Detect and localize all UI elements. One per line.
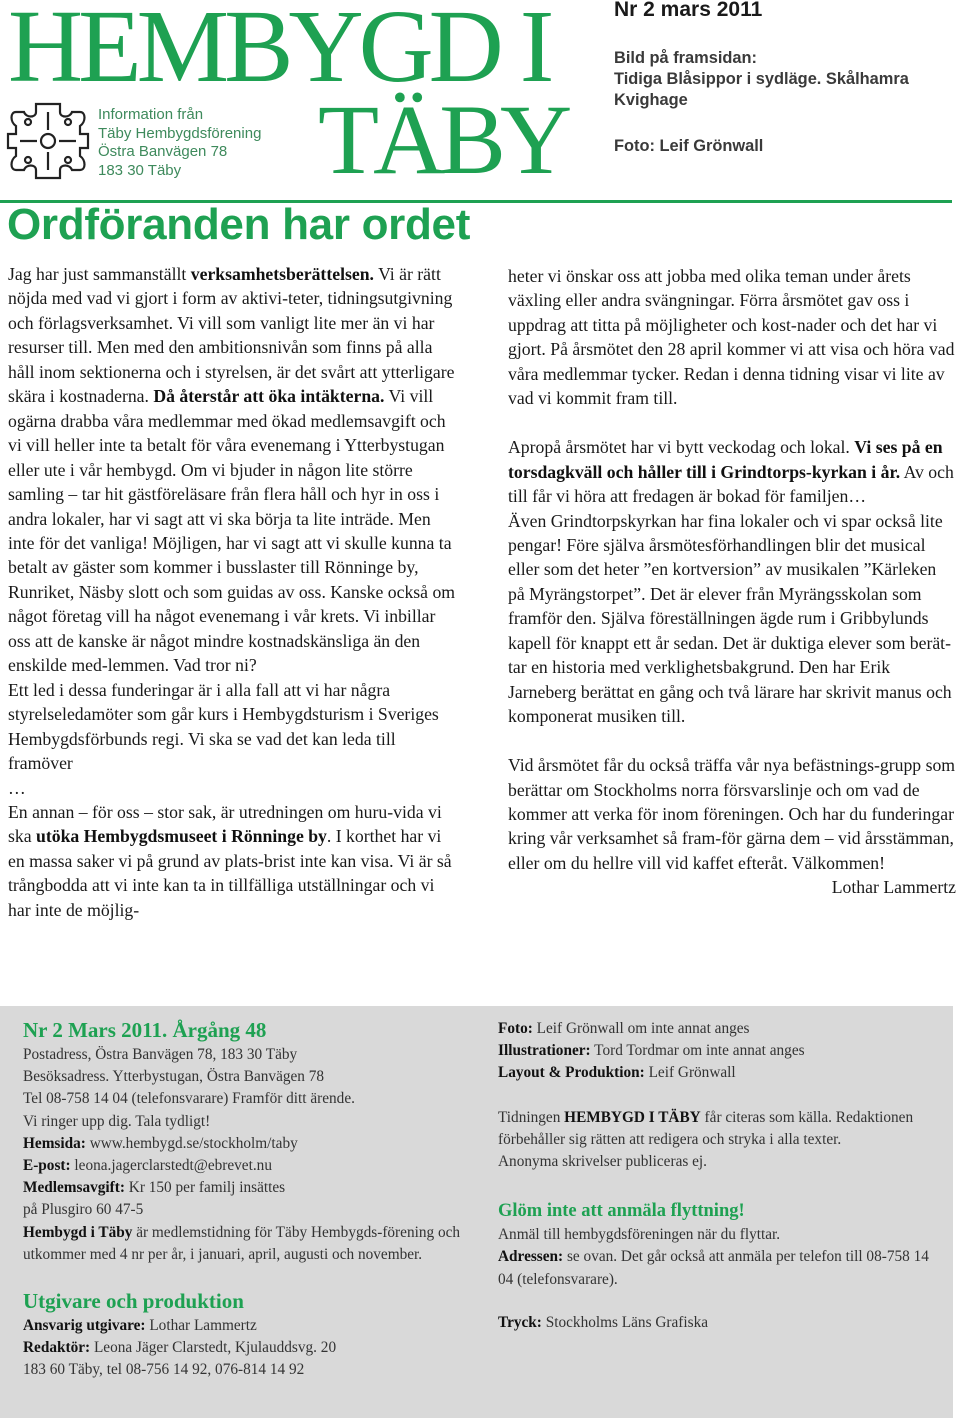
colophon-details — [23, 1044, 473, 1266]
info-line: Täby Hembygdsförening — [98, 124, 262, 142]
cover-caption — [614, 48, 954, 111]
emphasis: Adressen: — [498, 1248, 564, 1266]
emphasis: Vi ses på en torsdagkväll och håller till i Grindtorps-kyrkan i år. — [508, 437, 943, 482]
emphasis: Hemsida: — [23, 1134, 86, 1152]
notice-line: Tidningen HEMBYGD I TÄBY får citeras som källa. Redaktionen förbehåller sig rätten att redigera och stryka i alla texter. — [498, 1108, 914, 1148]
masthead-title-line1: HEMBYGD I — [8, 0, 550, 104]
article-paragraph: Ett led i dessa funderingar är i alla fall att vi har några styrelseledamöter som går kurs i Hembygdsturism i Sveriges Hembygdsförbunds regi. Vi ska se vad det kan leda till framöver — [8, 679, 439, 774]
colophon-line: E-post: leona.jagerclarstedt@ebrevet.nu — [23, 1157, 272, 1175]
colophon-right — [498, 1018, 938, 1334]
article-paragraph: Vid årsmötet får du också träffa vår nya befästnings-grupp som berättar om Stockholms norra försvarslinje och om vad de kommer att verka för inom föreningen. Och har du funderingar kring vår verksamhet så fram-för gärna dem – vid årsstämman, eller om du hellre vill vid kaffet efteråt. Välkommen! — [508, 755, 956, 873]
article-paragraph — [508, 729, 956, 753]
print-line: Tryck: Stockholms Läns Grafiska — [498, 1313, 709, 1331]
move-reminder-title: Glöm inte att anmäla flyttning! — [498, 1201, 745, 1222]
article-paragraph: heter vi önskar oss att jobba med olika teman under årets växling eller andra svängningar. Förra årsmötet gav oss i uppdrag att titta på möjligheter och kost-nader och det har vi gjort. På årsmötet den 28 april kommer vi att visa och höra vad våra medlemmar tycker. Redan i denna tidning visar vi lite av vad vi kommit fram till. — [508, 266, 955, 409]
colophon-line: Medlemsavgift: Kr 150 per familj insättes — [23, 1179, 286, 1197]
move-reminder-text — [498, 1224, 938, 1291]
article-paragraph: Apropå årsmötet har vi bytt veckodag och lokal. Vi ses på en torsdagkväll och håller till i Grindtorps-kyrkan i år. Av och till får vi höra att fredagen är bokad för familjen… — [508, 437, 954, 507]
colophon-line: 183 60 Täby, tel 08-756 14 92, 076-814 14 92 — [23, 1361, 305, 1379]
article-paragraph: En annan – för oss – stor sak, är utredningen om huru-vida vi ska utöka Hembygdsmuseet i Rönninge by. I korthet har vi en massa saker vi på grund av plats-brist inte kan visa. Vi är så trångbodda att vi inte kan ta in tillfälliga utställningar och vi har inte de möjlig- — [8, 801, 452, 920]
colophon-line: Vi ringer upp dig. Tala tydligt! — [23, 1112, 211, 1130]
colophon-line: Besöksadress. Ytterbystugan, Östra Banvägen 78 — [23, 1068, 325, 1086]
colophon-line: Ansvarig utgivare: Lothar Lammertz — [23, 1317, 257, 1335]
issue-number: Nr 2 mars 2011 — [614, 0, 763, 21]
emphasis: Då återstår att öka intäkterna. — [153, 386, 385, 407]
colophon-line: på Plusgiro 60 47-5 — [23, 1201, 144, 1219]
emphasis: verksamhetsberättelsen. — [190, 264, 374, 284]
move-line: Anmäl till hembygdsföreningen när du flyttar. — [498, 1226, 781, 1244]
colophon-left — [23, 1016, 473, 1382]
emphasis: Illustrationer: — [498, 1042, 591, 1060]
colophon-line: Hemsida: www.hembygd.se/stockholm/taby — [23, 1134, 298, 1152]
publisher-info — [98, 106, 261, 180]
article-paragraph: Jag har just sammanställt verksamhetsberättelsen. Vi är rätt nöjda med vad vi gjort i form av aktivi-teter, tidningsutgivning och förlagsverksamhet. Vi vill som vanligt lite mer än vi har resurser till. Men med den ambitionsnivån som finns på alla håll inom sektionerna och i styrelsen, är det svårt att ytterligare skära i kostnaderna. Då återstår att öka intäkterna. Vi vill ogärna drabba våra medlemmar med ökad medlemsavgift och vi vill heller inte ta betalt för våra evenemang i Ytterbystugan eller ute i vår hembygd. Om vi bjuder in någon lite större samling – tar hit gästföreläsare från flera håll och hyr in oss i andra lokaler, har vi sagt att vi ska börja ta lite inträde. Men inte för det vanliga! Möjligen, har vi sagt att vi skulle kunna ta betalt av gäster som kommer i busslaster till Rönninge by, Runriket, Näsby slott och som guidas av oss. Kanske också om något företag vill ha något evenemang i vår krets. Vi inbillar oss att de kanske är något mindre kostnadskänsliga än den enskilde med-lemmen. Vad tror ni? — [8, 264, 456, 676]
credit-line: Layout & Produktion: Leif Grönwall — [498, 1064, 736, 1082]
info-line: Östra Banvägen 78 — [98, 143, 228, 160]
article-column-right-body — [508, 264, 956, 875]
colophon-title: Nr 2 Mars 2011. Årgång 48 — [23, 1018, 267, 1042]
colophon-line: Tel 08-758 14 04 (telefonsvarare) Framför ditt ärende. — [23, 1090, 355, 1108]
info-line: 183 30 Täby — [98, 161, 182, 179]
credit-line: Illustrationer: Tord Tordmar om inte annat anges — [498, 1042, 805, 1060]
emphasis: Hembygd i Täby — [23, 1223, 133, 1241]
article-paragraph: … — [8, 777, 26, 798]
cover-photo-credit: Foto: Leif Grönwall — [614, 137, 764, 155]
emphasis: Ansvarig utgivare: — [23, 1317, 146, 1335]
cover-text: Tidiga Blåsippor i sydläge. Skålhamra Kvighage — [614, 70, 909, 109]
hembygd-crest-icon — [6, 100, 90, 182]
article-paragraph: Även Grindtorpskyrkan har fina lokaler och vi spar också lite pengar! Före själva årsmötesförhandlingen blir det musical eller som det heter ”en kortversion” av musikalen ”Kärleken på Myrängstorpet”. Det är elever från Myrängsskolan som framför den. Själva föreställningen ägde rum i Gribbylunds kapell för knappt ett år sedan. Det är duktiga elever som berät-tar en historia med verklighetsbakgrund. Den har Erik Jarneberg berättat en gång och två lärare har skrivit manus och komponerat musiken till. — [508, 510, 952, 727]
masthead-title-line2: TÄBY — [318, 84, 567, 195]
emphasis: Medlemsavgift: — [23, 1179, 125, 1197]
colophon-line: Redaktör: Leona Jäger Clarstedt, Kjulauddsvg. 20 — [23, 1339, 337, 1357]
info-line: Information från — [98, 106, 204, 123]
emphasis: Layout & Produktion: — [498, 1064, 645, 1082]
notice-line: Anonyma skrivelser publiceras ej. — [498, 1153, 707, 1171]
signature: Lothar Lammertz — [831, 877, 956, 898]
colophon-credits — [498, 1018, 938, 1085]
emphasis: E-post: — [23, 1157, 71, 1175]
colophon-line: Hembygd i Täby är medlemstidning för Täby Hembygds-förening och utkommer med 4 nr per år, i januari, april, augusti och november. — [23, 1223, 461, 1263]
colophon-production — [23, 1315, 473, 1382]
emphasis: utöka Hembygdsmuseet i Rönninge by — [36, 826, 327, 847]
cover-label: Bild på framsidan: — [614, 49, 757, 67]
emphasis: Redaktör: — [23, 1339, 91, 1357]
emphasis: Tryck: — [498, 1313, 542, 1331]
emphasis: Foto: — [498, 1020, 533, 1037]
emphasis: HEMBYGD I TÄBY — [564, 1108, 701, 1126]
colophon-line: Postadress, Östra Banvägen 78, 183 30 Täby — [23, 1046, 298, 1063]
printer-credit — [498, 1312, 938, 1334]
article-column-right — [508, 264, 956, 900]
colophon-notice — [498, 1107, 938, 1174]
page-title: Ordföranden har ordet — [7, 200, 471, 249]
article-paragraph — [508, 411, 956, 435]
colophon-subtitle: Utgivare och produktion — [23, 1289, 244, 1314]
article-column-left — [8, 262, 456, 922]
credit-line: Foto: Leif Grönwall om inte annat anges — [498, 1020, 750, 1037]
move-line: Adressen: se ovan. Det går också att anmäla per telefon till 08-758 14 04 (telefonsvarare). — [498, 1248, 929, 1288]
